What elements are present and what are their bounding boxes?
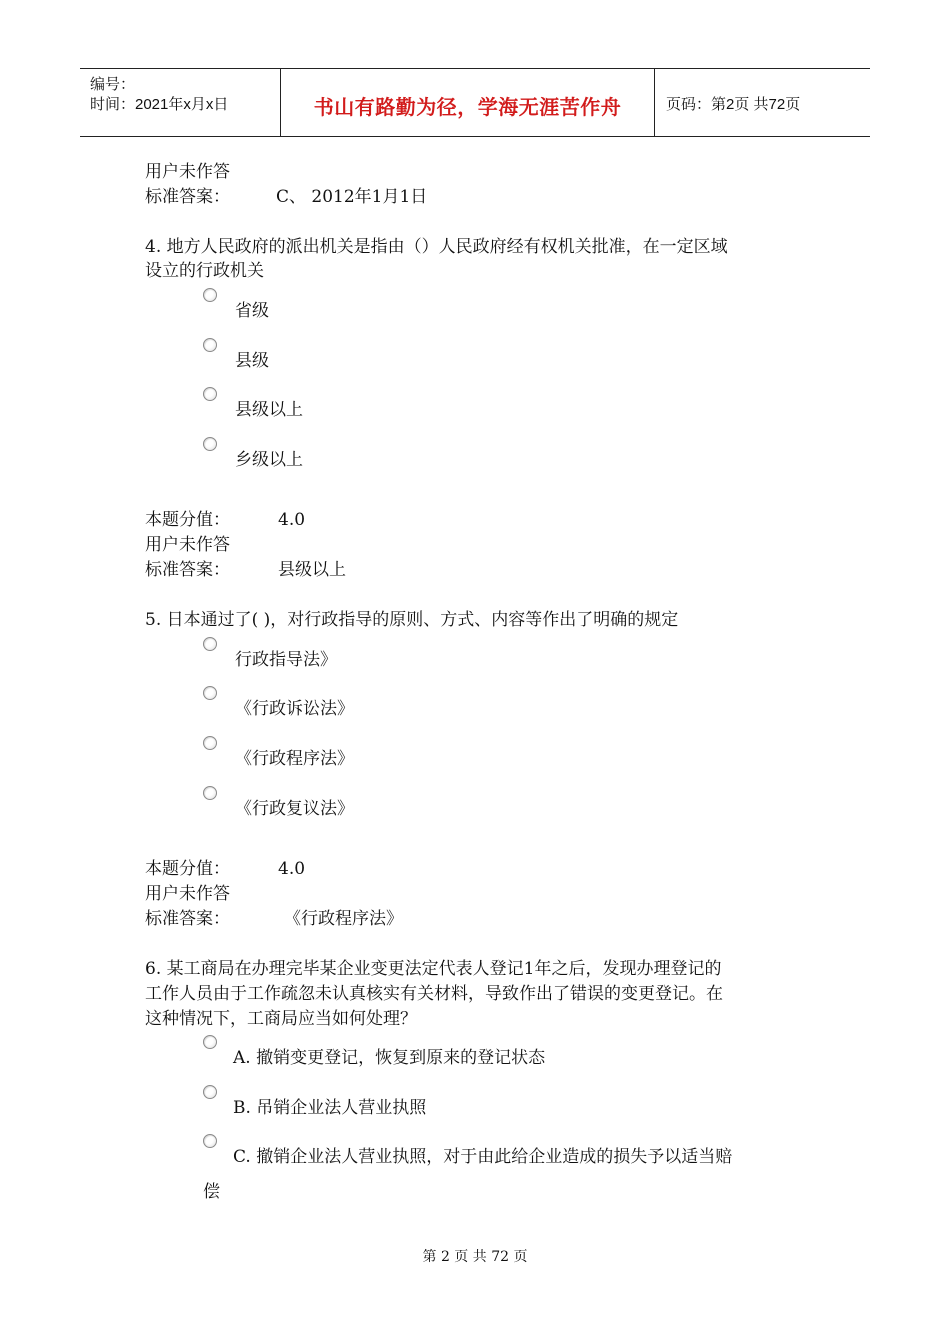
- q6-option-b-label: B. 吊销企业法人营业执照: [233, 1098, 427, 1118]
- page-header: [80, 68, 870, 137]
- q6-option-b-radio[interactable]: [203, 1085, 217, 1099]
- q5-answer-value: 《行政程序法》: [284, 909, 403, 929]
- header-page-info: 页码：第2页 共72页: [666, 96, 801, 113]
- header-slogan: 书山有路勤为径，学海无涯苦作舟: [313, 97, 622, 119]
- q5-score-label: 本题分值：: [145, 859, 230, 879]
- q4-option-3-label: 县级以上: [235, 400, 303, 420]
- header-middle-cell: [281, 69, 655, 136]
- q5-option-2-label: 《行政诉讼法》: [235, 699, 354, 719]
- q4-answer-value: 县级以上: [278, 560, 346, 580]
- q5-user-status: 用户未作答: [145, 884, 230, 904]
- q5-option-4-radio[interactable]: [203, 786, 217, 800]
- q6-question-line3: 这种情况下，工商局应当如何处理？: [145, 1009, 417, 1029]
- q5-option-1-radio[interactable]: [203, 637, 217, 651]
- q3-user-status: 用户未作答: [145, 162, 230, 182]
- q4-option-1-radio[interactable]: [203, 288, 217, 302]
- q4-option-4-label: 乡级以上: [235, 450, 303, 470]
- q3-answer-label: 标准答案：: [145, 187, 230, 207]
- q5-option-3-radio[interactable]: [203, 736, 217, 750]
- header-right-cell: [656, 69, 870, 136]
- q4-option-2-label: 县级: [235, 351, 269, 371]
- q6-option-c-label-wrap: 偿: [203, 1182, 220, 1202]
- q3-answer-value: C、 2012年1月1日: [276, 187, 428, 207]
- q5-option-2-radio[interactable]: [203, 686, 217, 700]
- header-left-cell: [80, 69, 281, 136]
- q6-option-c-label: C. 撤销企业法人营业执照，对于由此给企业造成的损失予以适当赔: [233, 1147, 733, 1167]
- q4-score-label: 本题分值：: [145, 510, 230, 530]
- q4-answer-label: 标准答案：: [145, 560, 230, 580]
- q4-option-1-label: 省级: [235, 301, 269, 321]
- q6-option-a-label: A. 撤销变更登记，恢复到原来的登记状态: [233, 1048, 546, 1068]
- q4-score-value: 4.0: [278, 510, 306, 530]
- q5-option-3-label: 《行政程序法》: [235, 749, 354, 769]
- q6-question-line1: 6. 某工商局在办理完毕某企业变更法定代表人登记1年之后，发现办理登记的: [145, 959, 722, 979]
- q4-option-3-radio[interactable]: [203, 387, 217, 401]
- q5-option-1-label: 行政指导法》: [235, 650, 337, 670]
- q4-question-line2: 设立的行政机关: [145, 261, 264, 281]
- page-footer: 第 2 页 共 72 页: [422, 1249, 528, 1265]
- q4-option-4-radio[interactable]: [203, 437, 217, 451]
- q4-question-line1: 4. 地方人民政府的派出机关是指由（）人民政府经有权机关批准，在一定区域: [145, 237, 728, 257]
- q6-question-line2: 工作人员由于工作疏忽未认真核实有关材料，导致作出了错误的变更登记。在: [145, 984, 723, 1004]
- q4-user-status: 用户未作答: [145, 535, 230, 555]
- q5-score-value: 4.0: [278, 859, 306, 879]
- q4-option-2-radio[interactable]: [203, 338, 217, 352]
- q5-question-line1: 5. 日本通过了( )，对行政指导的原则、方式、内容等作出了明确的规定: [145, 610, 679, 630]
- document-time-label: 时间：2021年x月x日: [90, 96, 229, 113]
- document-number-label: 编号：: [90, 76, 136, 93]
- q5-option-4-label: 《行政复议法》: [235, 799, 354, 819]
- q6-option-a-radio[interactable]: [203, 1035, 217, 1049]
- q5-answer-label: 标准答案：: [145, 909, 230, 929]
- q6-option-c-radio[interactable]: [203, 1134, 217, 1148]
